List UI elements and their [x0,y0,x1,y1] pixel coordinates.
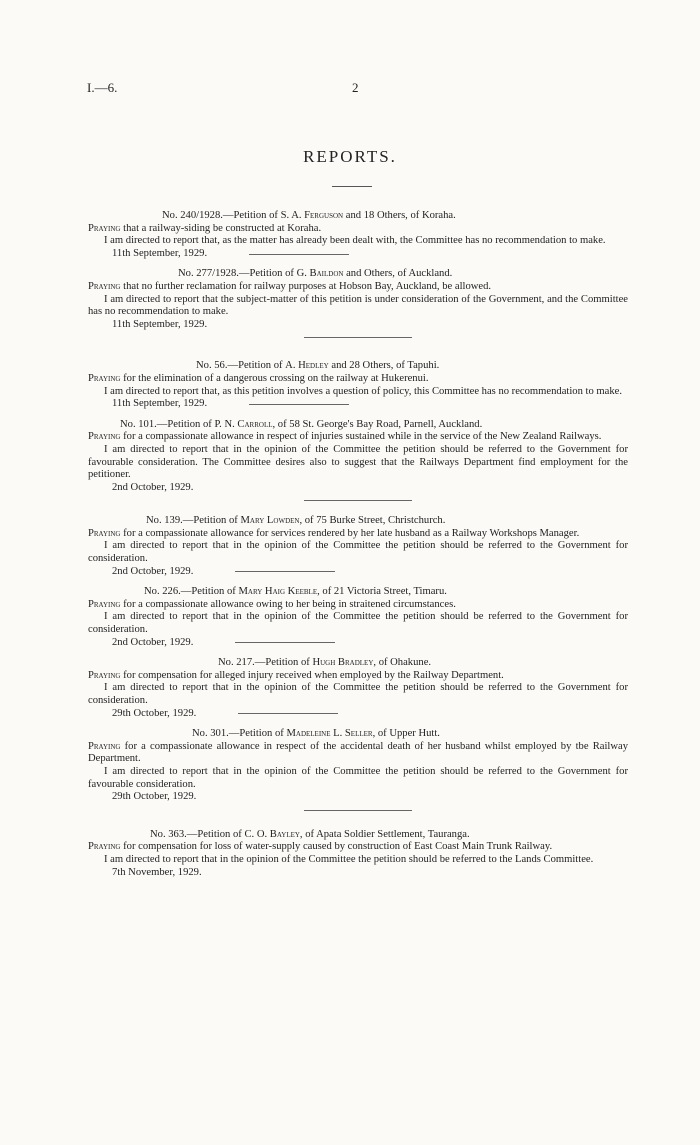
petitioner-name: Madeleine L. Seller [286,728,373,740]
petition-heading: No. 363.—Petition of C. O. Bayley, of Apata Soldier Settlement, Tauranga. [150,828,470,840]
date-row [88,867,628,880]
page-title: REPORTS. [303,147,397,166]
praying-line: Praying that a railway-siding be constructed at Koraha. [88,222,322,234]
separator-rule [235,642,335,643]
report-date: 11th September, 1929. [112,398,208,410]
date-row [88,398,628,411]
separator-rule [249,404,349,405]
report-text: I am directed to report that in the opinion of the Committee the petition should be referred to the Lands Committee. [104,853,594,865]
report-text: I am directed to report that in the opinion of the Committee the petition should be referred to the Government for consideration. [88,540,628,565]
date-row [88,248,628,261]
petitions-list [88,200,628,879]
petition-entry [88,657,628,720]
separator-rule [304,500,412,501]
date-row [88,791,628,804]
praying-line: Praying for compensation for loss of water-supply caused by construction of East Coast Main Trunk Railway. [88,841,553,853]
report-date: 2nd October, 1929. [112,636,194,648]
date-row [88,637,628,650]
petition-entry [88,586,628,649]
praying-line: Praying for the elimination of a dangerous crossing on the railway at Hukerenui. [88,372,429,384]
petition-entry [88,515,628,578]
petition-heading: No. 139.—Petition of Mary Lowden, of 75 Burke Street, Christchurch. [146,515,446,527]
report-date: 2nd October, 1929. [112,481,194,493]
praying-line: Praying for compensation for alleged injury received when employed by the Railway Department. [88,669,504,681]
petition-entry [88,360,628,410]
petition-heading: No. 217.—Petition of Hugh Bradley, of Ohakune. [218,657,432,669]
report-text: I am directed to report that in the opinion of the Committee the petition should be referred to the Government for consideration. [88,682,628,706]
separator-rule [249,254,349,255]
report-text: I am directed to report that the subject-matter of this petition is under consideration of the Government, and the Committee has no recommendation to make. [88,293,628,318]
praying-line: Praying for a compassionate allowance owing to her being in straitened circumstances. [88,598,456,610]
petition-entry [88,829,628,879]
report-text: I am directed to report that, as this petition involves a question of policy, this Committee has no recommendation to make. [104,385,622,397]
report-date: 11th September, 1929. [112,247,208,259]
report-text: I am directed to report that in the opinion of the Committee the petition should be referred to the Government for favourable consideration. [88,765,628,790]
report-date: 29th October, 1929. [112,707,197,719]
petition-heading: No. 277/1928.—Petition of G. Baildon and Others, of Auckland. [178,268,453,280]
report-date: 2nd October, 1929. [112,565,194,577]
petition-heading: No. 301.—Petition of Madeleine L. Seller, of Upper Hutt. [192,728,440,740]
title-rule [332,186,372,187]
separator-rule [238,713,338,714]
petition-entry [88,728,628,811]
page-number: 2 [352,80,359,95]
separator-rule [304,810,412,811]
petitioner-name: Mary Haig Keeble [238,586,318,598]
praying-line: Praying for a compassionate allowance in respect of injuries sustained while in the service of the New Zealand Railways. [88,431,602,443]
date-row [88,708,628,721]
date-row [88,482,628,495]
report-text: I am directed to report that in the opinion of the Committee the petition should be referred to the Government for consideration. [88,611,628,636]
petitioner-name: Hugh Bradley [312,657,374,669]
report-date: 7th November, 1929. [112,866,202,878]
praying-line: Praying for a compassionate allowance in respect of the accidental death of her husband whilst employed by tbe Railway Department. [88,740,628,765]
petitioner-name: G. Baildon [296,268,344,280]
date-row [88,319,628,332]
petition-entry [88,268,628,338]
petitioner-name: A. Hedley [285,360,329,372]
petitioner-name: Mary Lowden [240,515,300,527]
report-date: 11th September, 1929. [112,318,208,330]
page-header-ref: I.—6. [87,80,118,95]
petition-heading: No. 56.—Petition of A. Hedley and 28 Others, of Tapuhi. [196,360,440,372]
petition-heading: No. 101.—Petition of P. N. Carroll, of 58 St. George's Bay Road, Parnell, Auckland. [120,418,483,430]
petition-heading: No. 226.—Petition of Mary Haig Keeble, of 21 Victoria Street, Timaru. [144,586,447,598]
separator-rule [304,337,412,338]
praying-line: Praying that no further reclamation for railway purposes at Hobson Bay, Auckland, be allowed. [88,280,492,292]
petition-entry [88,210,628,260]
petition-entry [88,419,628,502]
petitioner-name: P. N. Carroll [214,418,273,430]
date-row [88,566,628,579]
praying-line: Praying for a compassionate allowance for services rendered by her late husband as a Railway Workshops Manager. [88,527,580,539]
separator-rule [235,571,335,572]
report-text: I am directed to report that in the opinion of the Committee the petition should be referred to the Government for favourable consideration. The Committee desires also to suggest that the Railways Department find employment for the petitioner. [88,443,628,481]
report-text: I am directed to report that, as the matter has already been dealt with, the Committee has no recommendation to make. [104,235,606,247]
petitioner-name: S. A. Ferguson [280,210,344,221]
petitioner-name: C. O. Bayley [244,828,300,840]
report-date: 29th October, 1929. [112,791,197,803]
petition-heading: No. 240/1928.—Petition of S. A. Ferguson and 18 Others, of Koraha. [162,210,456,221]
